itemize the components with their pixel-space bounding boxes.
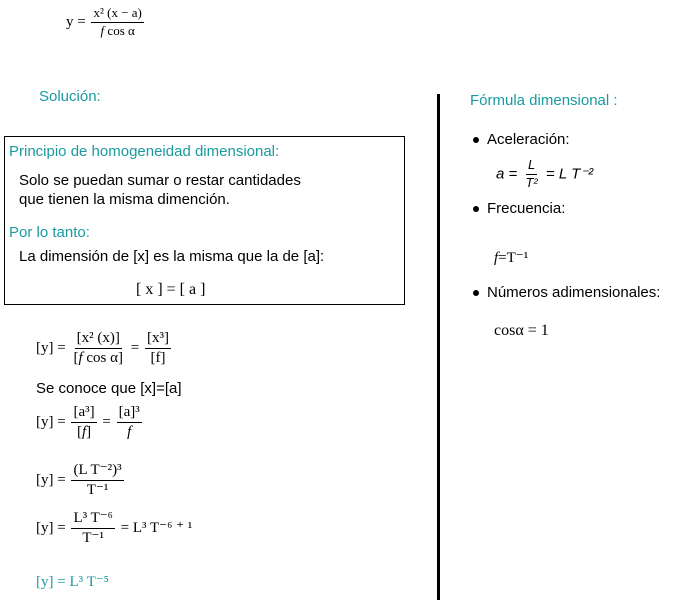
step-1-fraction-1 (71, 330, 125, 368)
step-1-den-open: [ (73, 350, 79, 367)
top-formula-eq: = (77, 13, 86, 30)
adimensionales-formula: cosα = 1 (494, 322, 549, 339)
frecuencia-label: Frecuencia: (487, 200, 566, 217)
bullet-icon (473, 206, 479, 212)
item-frecuencia (473, 200, 565, 217)
step-1 (36, 330, 173, 368)
bullet-icon (473, 137, 479, 143)
step-4-den: T⁻¹ (82, 530, 104, 547)
top-formula-cos: cos α (104, 22, 135, 38)
aceleracion-label: Aceleración: (487, 131, 570, 148)
por-lo-tanto: Por lo tanto: (9, 224, 90, 241)
top-formula-lhs: y (66, 13, 74, 30)
step-1-num-2: [x³] (145, 330, 171, 349)
step-4-num: L³ T⁻⁶ (71, 510, 114, 529)
solucion-label: Solución: (39, 88, 101, 105)
step-2-lhs: [y] = (36, 414, 66, 431)
step-3-lhs: [y] = (36, 472, 66, 489)
step-1-fraction-2 (145, 330, 171, 368)
principio-title: Principio de homogeneidad dimensional: (9, 143, 280, 160)
result-equation: [y] = L³ T⁻⁵ (36, 574, 109, 590)
frecuencia-rest: =T⁻¹ (498, 250, 529, 266)
step-1-lhs: [y] = (36, 340, 66, 357)
step-2-num-1: [a³] (71, 404, 96, 423)
aceleracion-rhs: = L T⁻² (545, 165, 594, 183)
top-formula-denominator (99, 23, 137, 39)
step-1-den-f: f (78, 350, 83, 367)
step-2 (36, 404, 144, 442)
step-2-eq: = (102, 414, 111, 431)
step-4-rhs: = L³ T⁻⁶ ⁺ ¹ (120, 520, 193, 537)
step-2-den-f: f (81, 424, 87, 441)
step-2-den-open: [ (76, 424, 82, 441)
aceleracion-fraction (523, 158, 539, 191)
step-3-num: (L T⁻²)³ (71, 462, 123, 481)
step-2-fraction-1 (71, 404, 96, 442)
top-formula-numerator: x² (x − a) (91, 6, 143, 23)
principio-text-2: que tienen la misma dimención. (19, 191, 230, 208)
dimension-text: La dimensión de [x] es la misma que la de [a]: (19, 248, 325, 265)
aceleracion-formula (496, 158, 593, 191)
top-formula-fraction (91, 6, 143, 39)
frecuencia-f: f (494, 250, 499, 266)
vertical-divider (437, 94, 440, 600)
step-2-den-2: f (127, 424, 132, 441)
formula-dimensional-title: Fórmula dimensional : (470, 92, 618, 109)
step-4-lhs: [y] = (36, 520, 66, 537)
aceleracion-den: T² (525, 174, 538, 190)
step-2-den-1 (75, 423, 93, 441)
step-3-den: T⁻¹ (86, 482, 109, 499)
step-1-den-1 (71, 349, 125, 367)
step-4 (36, 510, 192, 548)
aceleracion-num: L (526, 158, 537, 175)
se-conoce-text: Se conoce que [x]=[a] (36, 380, 182, 397)
frecuencia-formula (494, 248, 528, 267)
step-2-den-close: ] (86, 424, 92, 441)
principio-text-1: Solo se puedan sumar o restar cantidades (19, 172, 301, 189)
step-3 (36, 462, 126, 500)
adimensionales-label: Números adimensionales: (487, 284, 661, 301)
step-2-fraction-2 (117, 404, 142, 442)
bullet-icon (473, 290, 479, 296)
item-aceleracion (473, 131, 570, 148)
top-formula-f: f (100, 22, 105, 38)
step-1-num-1: [x² (x)] (75, 330, 122, 349)
step-1-eq: = (130, 340, 140, 357)
item-adimensionales (473, 284, 660, 301)
aceleracion-lhs: a = (496, 165, 518, 183)
top-formula (66, 6, 146, 39)
step-3-fraction (71, 462, 123, 500)
principle-box (4, 136, 405, 305)
box-equation: [ x ] = [ a ] (136, 281, 206, 298)
step-1-den-2: [f] (150, 350, 166, 367)
step-4-fraction (71, 510, 114, 548)
step-2-num-2: [a]³ (117, 404, 142, 423)
step-1-den-rest: cos α] (82, 350, 123, 367)
